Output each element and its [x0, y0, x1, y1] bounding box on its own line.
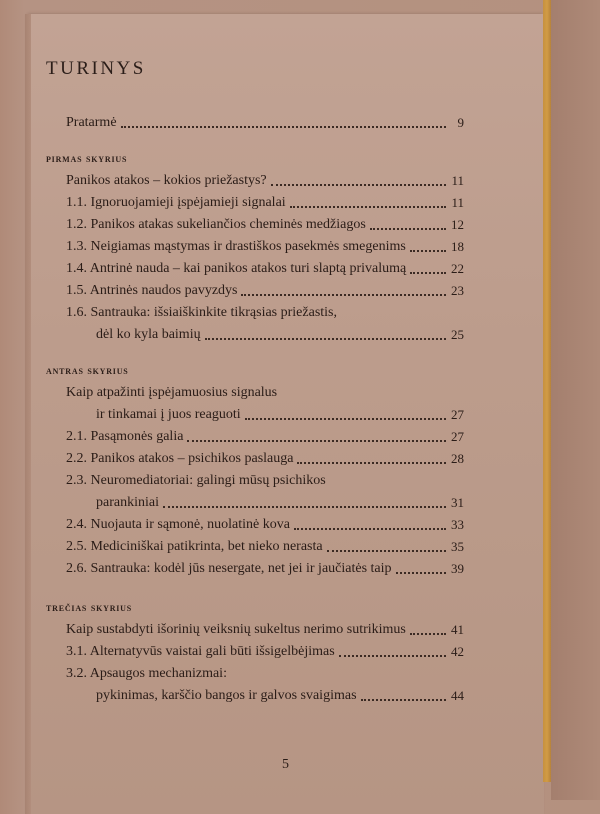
toc-entry [66, 172, 464, 190]
entry-label: 2.3. Neuromediatoriai: galingi mūsų psichikos [66, 473, 326, 488]
entry-page: 41 [451, 622, 464, 637]
toc-entry-continuation [96, 494, 464, 512]
chapter-heading-1: pirmas skyrius [46, 153, 128, 165]
dot-leader [410, 250, 446, 252]
dot-leader [370, 228, 446, 230]
toc-entry [66, 516, 464, 534]
toc-entry [66, 428, 464, 446]
entry-label: 1.5. Antrinės naudos pavyzdys [66, 283, 238, 298]
page-edge-strip [543, 0, 551, 782]
toc-entry [66, 304, 464, 322]
dot-leader [205, 338, 446, 340]
entry-page: 44 [451, 688, 464, 703]
entry-page: 11 [451, 195, 464, 210]
chapter-heading-2: antras skyrius [46, 365, 129, 377]
entry-page: 25 [451, 327, 464, 342]
toc-entry-continuation [96, 406, 464, 424]
entry-label: 1.1. Ignoruojamieji įspėjamieji signalai [66, 195, 286, 210]
toc-entry [66, 384, 464, 402]
entry-label: 1.4. Antrinė nauda – kai panikos atakos turi slaptą privalumą [66, 261, 407, 276]
dot-leader [410, 272, 446, 274]
dot-leader [297, 462, 446, 464]
entry-label: parankiniai [96, 495, 159, 510]
toc-entry [66, 216, 464, 234]
entry-page: 27 [451, 429, 464, 444]
entry-page: 23 [451, 283, 464, 298]
entry-page: 12 [451, 217, 464, 232]
entry-label: 3.1. Alternatyvūs vaistai gali būti išsigelbėjimas [66, 644, 335, 659]
background-surface [551, 0, 600, 800]
entry-page: 27 [451, 407, 464, 422]
entry-label: 2.5. Mediciniškai patikrinta, bet nieko nerasta [66, 539, 323, 554]
toc-entry [66, 621, 464, 639]
dot-leader [294, 528, 446, 530]
entry-label: 2.4. Nuojauta ir sąmonė, nuolatinė kova [66, 517, 290, 532]
entry-label: 2.6. Santrauka: kodėl jūs nesergate, net jei ir jaučiatės taip [66, 561, 392, 576]
entry-label: 3.2. Apsaugos mechanizmai: [66, 666, 227, 681]
page-number: 5 [282, 757, 289, 772]
dot-leader [245, 418, 446, 420]
toc-entry-continuation [96, 687, 464, 705]
toc-entry [66, 560, 464, 578]
dot-leader [121, 126, 446, 128]
entry-label: dėl ko kyla baimių [96, 327, 201, 342]
entry-page: 31 [451, 495, 464, 510]
entry-label: 1.3. Neigiamas mąstymas ir drastiškos pasekmės smegenims [66, 239, 406, 254]
dot-leader [361, 699, 446, 701]
dot-leader [187, 440, 446, 442]
toc-entry [66, 260, 464, 278]
entry-label: pykinimas, karščio bangos ir galvos svaigimas [96, 688, 357, 703]
toc-entry [66, 450, 464, 468]
toc-entry [66, 194, 464, 212]
dot-leader [163, 506, 446, 508]
toc-entry [66, 643, 464, 661]
toc-entry-preface [66, 114, 464, 132]
toc-entry [66, 665, 464, 683]
dot-leader [327, 550, 446, 552]
entry-page: 9 [457, 115, 464, 130]
toc-entry [66, 538, 464, 556]
toc-entry [66, 472, 464, 490]
toc-entry [66, 238, 464, 256]
dot-leader [339, 655, 446, 657]
entry-page: 33 [451, 517, 464, 532]
toc-title: TURINYS [46, 58, 146, 79]
toc-entry-continuation [96, 326, 464, 344]
entry-label: 1.2. Panikos atakas sukeliančios cheminės medžiagos [66, 217, 366, 232]
entry-page: 18 [451, 239, 464, 254]
entry-label: 2.2. Panikos atakos – psichikos paslauga [66, 451, 294, 466]
entry-label: Panikos atakos – kokios priežastys? [66, 173, 267, 188]
entry-label: 2.1. Pasąmonės galia [66, 429, 184, 444]
entry-label: ir tinkamai į juos reaguoti [96, 407, 241, 422]
entry-page: 22 [451, 261, 464, 276]
entry-label: Kaip atpažinti įspėjamuosius signalus [66, 385, 278, 400]
entry-page: 11 [451, 173, 464, 188]
entry-page: 28 [451, 451, 464, 466]
dot-leader [271, 184, 446, 186]
chapter-heading-3: trečias skyrius [46, 602, 133, 614]
dot-leader [290, 206, 446, 208]
entry-page: 39 [451, 561, 464, 576]
dot-leader [396, 572, 446, 574]
entry-label: 1.6. Santrauka: išsiaiškinkite tikrąsias priežastis, [66, 305, 338, 320]
entry-page: 42 [451, 644, 464, 659]
entry-label: Pratarmė [66, 115, 117, 130]
entry-label: Kaip sustabdyti išorinių veiksnių sukeltus nerimo sutrikimus [66, 622, 406, 637]
dot-leader [241, 294, 446, 296]
dot-leader [410, 633, 446, 635]
toc-entry [66, 282, 464, 300]
entry-page: 35 [451, 539, 464, 554]
